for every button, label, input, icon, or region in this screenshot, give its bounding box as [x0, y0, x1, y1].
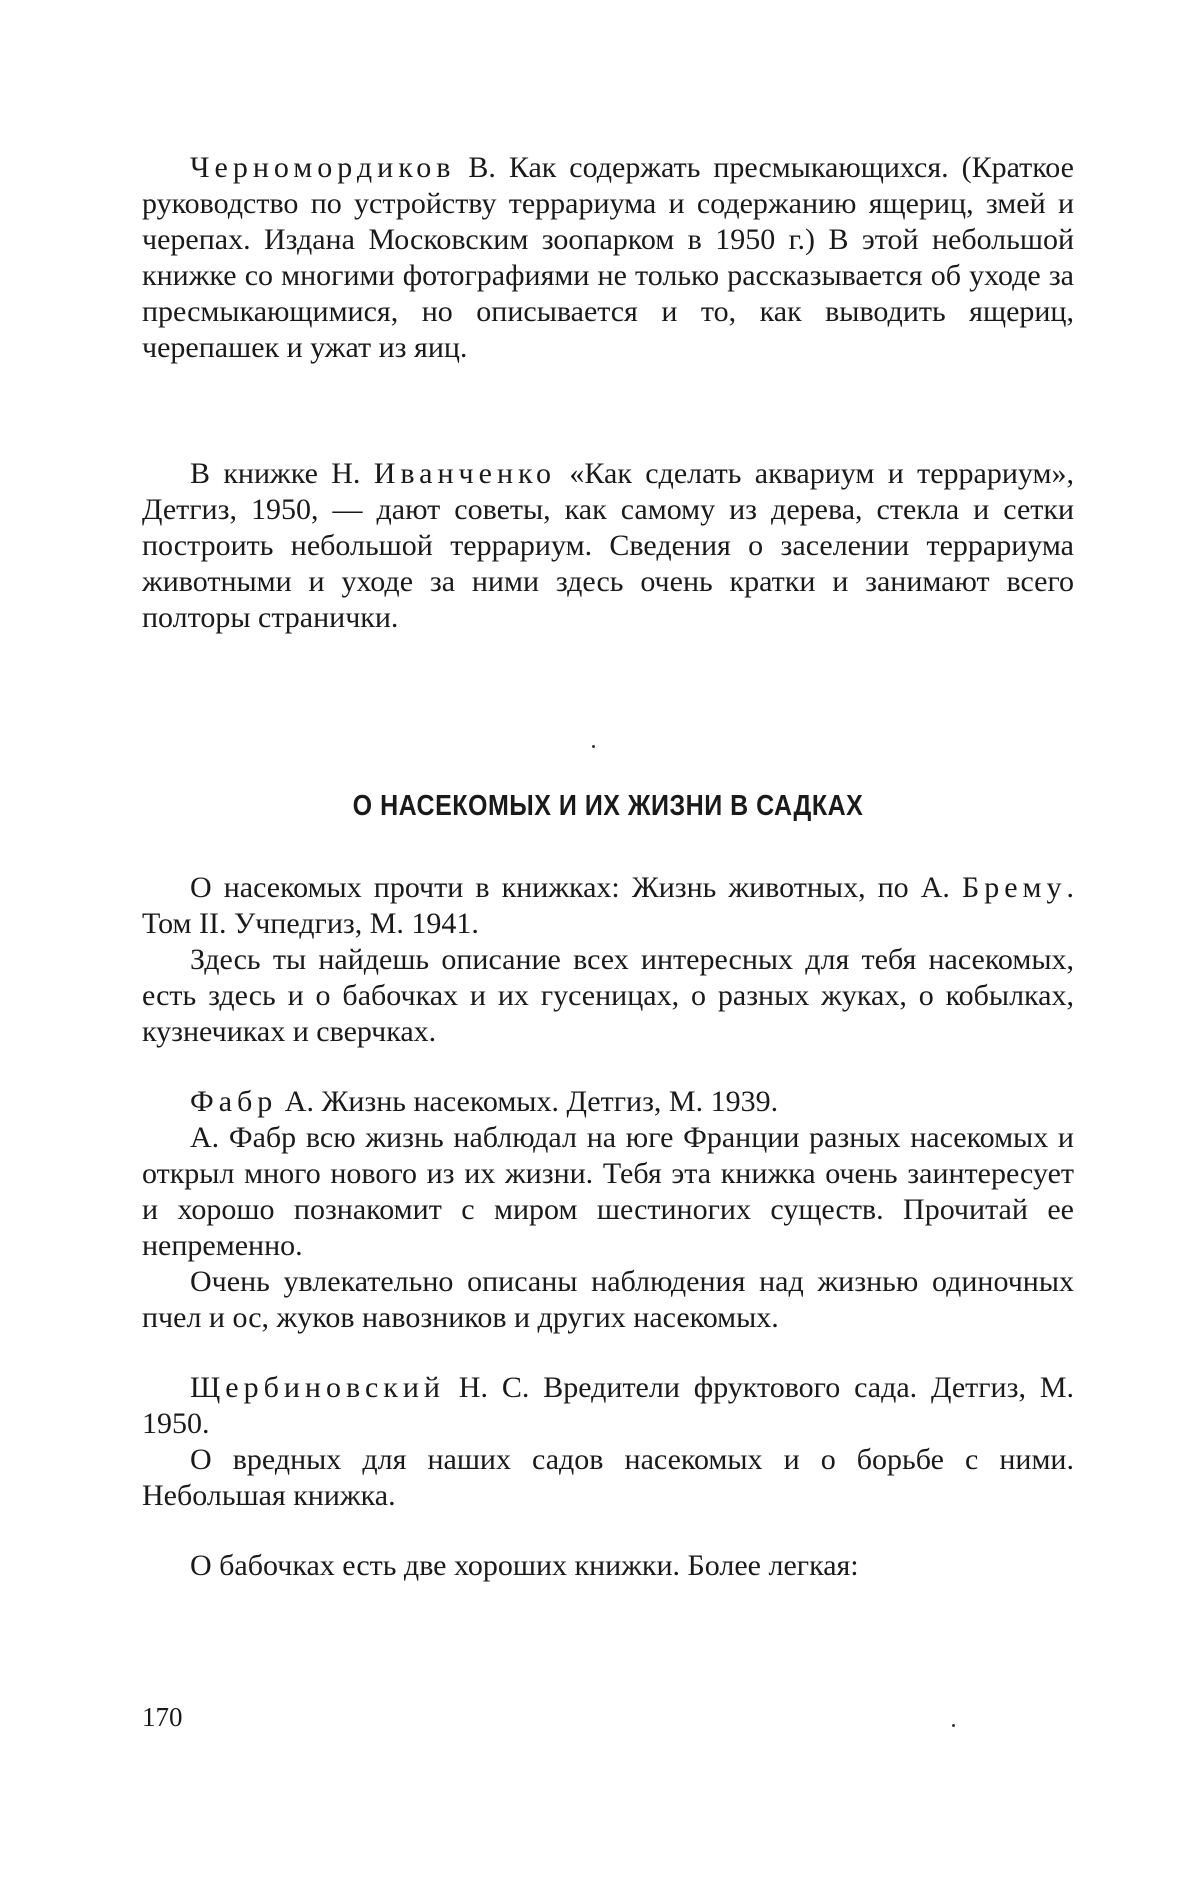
entry-chernomordikov — [142, 150, 1074, 366]
section-heading: О НАСЕКОМЫХ И ИХ ЖИЗНИ В САДКАХ — [352, 789, 864, 823]
entry-text: Н. С. Вредители фруктового сада. Детгиз, М. 1950. — [142, 1371, 1074, 1440]
entry-text: «Как сделать аквариум и террариум», Детгиз, 1950, — дают советы, как самому из дерева, стекла и сетки построить небольшой террариум. Сведения о заселении террариума животными и уходе за ними здесь очень кратки и занимают всего полторы странички. — [142, 457, 1074, 634]
entry-paragraph — [142, 456, 1074, 636]
entry-shcherbinovsky — [142, 1370, 1074, 1442]
entry-text: А. Жизнь насекомых. Детгиз, М. 1939. — [277, 1085, 779, 1118]
print-speck — [592, 745, 595, 748]
entry-fabre — [142, 1084, 1074, 1120]
entry-text: . Том II. Учпедгиз, М. 1941. — [142, 871, 1074, 940]
entry-note: А. Фабр всю жизнь наблюдал на юге Франции разных насекомых и открыл много нового из их жизни. Тебя эта книжка очень заинтересует и хорошо познакомит с миром шестиногих существ. Прочитай ее непременно. — [142, 1121, 1074, 1262]
author-name: Брему — [961, 871, 1067, 904]
entry-butterflies: О бабочках есть две хороших книжки. Более легкая: — [190, 1549, 859, 1582]
insect-books-list — [142, 870, 1074, 1584]
author-name: Щербиновский — [190, 1371, 445, 1404]
entry-brehm — [142, 870, 1074, 942]
entry-note: О вредных для наших садов насекомых и о борьбе с ними. Небольшая книжка. — [142, 1443, 1074, 1512]
entry-prefix: О насекомых прочти в книжках: Жизнь животных, по А. — [190, 871, 962, 904]
entry-ivanchenko — [142, 456, 1074, 636]
page-number: 170 — [142, 1702, 183, 1732]
entry-paragraph — [142, 150, 1074, 366]
author-name: Черномордиков — [190, 151, 456, 184]
entry-note: Очень увлекательно описаны наблюдения над жизнью одиночных пчел и ос, жуков навозников и других насекомых. — [142, 1265, 1074, 1334]
author-name: Фабр — [190, 1085, 278, 1118]
print-speck — [952, 1724, 955, 1727]
entry-prefix: В книжке Н. — [190, 457, 374, 490]
author-name: Иванченко — [373, 457, 557, 490]
entry-text: В. Как содержать пресмыкающихся. (Краткое руководство по устройству террариума и содержанию ящериц, змей и черепах. Издана Московским зоопарком в 1950 г.) В этой небольшой книжке со многими фотографиями не только рассказывается об уходе за пресмыкающимися, но описывается и то, как выводить ящериц, черепашек и ужат из яиц. — [142, 151, 1074, 364]
entry-note: Здесь ты найдешь описание всех интересных для тебя насекомых, есть здесь и о бабочках и их гусеницах, о разных жуках, о кобылках, кузнечиках и сверчках. — [142, 943, 1074, 1048]
